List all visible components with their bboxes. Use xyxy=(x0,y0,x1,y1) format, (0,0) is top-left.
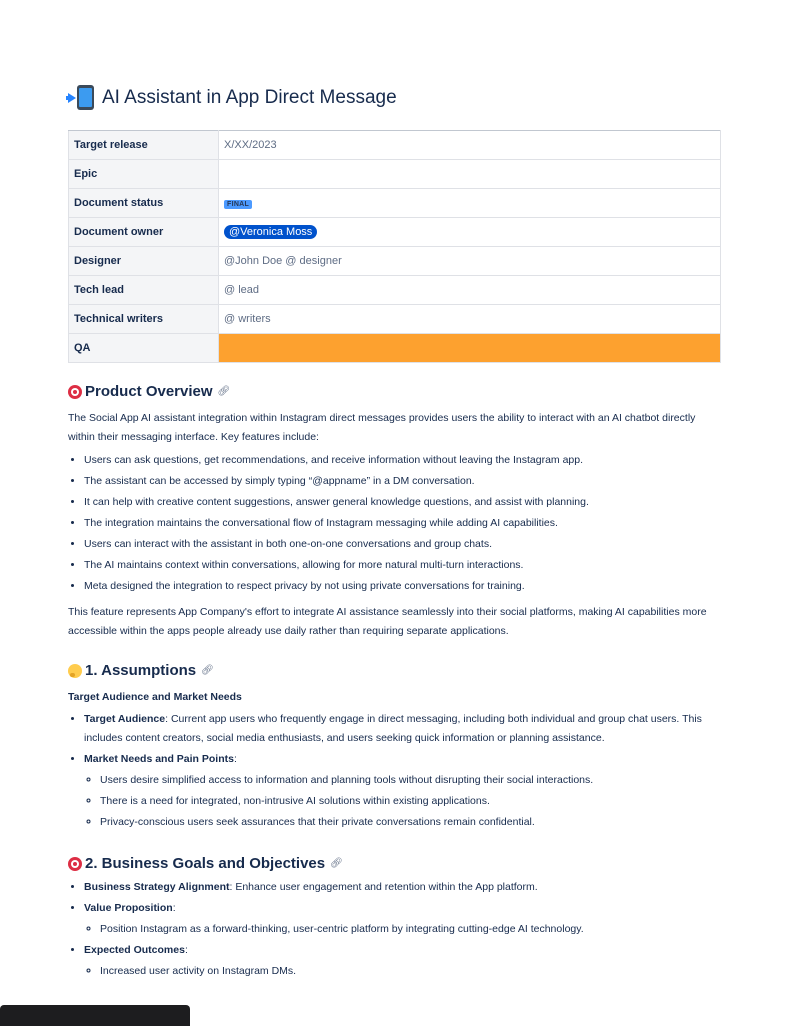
table-row xyxy=(69,305,721,334)
row-key: QA xyxy=(69,334,219,363)
product-overview-heading xyxy=(68,383,230,400)
list-item: • Market Needs and Pain Points: ◦ Users desire simplified access to information and planning tools without disrupting their social interactions. ◦ There is a need for integrated, non-intrusive AI solutions within existing applications. ◦ Privacy-conscious users seek assurances that their private conversations remain confidential. xyxy=(84,749,721,833)
overview-feature-list xyxy=(68,450,721,597)
status-badge[interactable]: FINAL xyxy=(224,200,252,209)
assumptions-list xyxy=(68,709,721,833)
row-key: Designer xyxy=(69,247,219,276)
target-audience-subheading: Target Audience and Market Needs xyxy=(68,691,242,703)
list-item: • The assistant can be accessed by simply typing “@appname” in a DM conversation. xyxy=(84,471,721,492)
list-item: • Business Strategy Alignment: Enhance user engagement and retention within the App platform. xyxy=(84,877,721,898)
owner-mention[interactable]: @Veronica Moss xyxy=(224,225,317,239)
row-key: Tech lead xyxy=(69,276,219,305)
direct-hit-target-icon xyxy=(68,857,82,871)
overview-closing: This feature represents App Company's effort to integrate AI assistance seamlessly into their social platforms, making AI capabilities more accessible within the apps people already use daily rather than requiring separate applications. xyxy=(68,606,707,637)
list-item: • The AI maintains context within conversations, allowing for more natural multi-turn interactions. xyxy=(84,555,721,576)
market-needs-list xyxy=(84,770,721,833)
list-item: • Meta designed the integration to respect privacy by not using private conversations for training. xyxy=(84,576,721,597)
list-item: ◦ Position Instagram as a forward-thinking, user-centric platform by integrating cutting-edge AI technology. xyxy=(100,919,721,940)
epic-value[interactable] xyxy=(219,160,721,189)
list-item: • It can help with creative content suggestions, answer general knowledge questions, and assist with planning. xyxy=(84,492,721,513)
list-item: • Value Proposition: ◦ Position Instagram as a forward-thinking, user-centric platform by integrating cutting-edge AI technology. xyxy=(84,898,721,940)
row-key: Technical writers xyxy=(69,305,219,334)
target-release-value: X/XX/2023 xyxy=(219,131,721,160)
link-icon[interactable]: 🔗︎ xyxy=(217,386,231,397)
expected-outcomes-label: Expected Outcomes xyxy=(84,944,185,956)
row-key: Target release xyxy=(69,131,219,160)
business-goals-list xyxy=(68,877,721,982)
page-title: AI Assistant in App Direct Message xyxy=(102,87,397,108)
assumptions-heading xyxy=(68,662,214,679)
target-audience-label: Target Audience xyxy=(84,713,166,725)
designer-value[interactable]: @John Doe @ designer xyxy=(219,247,721,276)
row-key: Epic xyxy=(69,160,219,189)
list-item: ◦ Privacy-conscious users seek assurances that their private conversations remain confidential. xyxy=(100,812,721,833)
heading-text: 2. Business Goals and Objectives xyxy=(85,855,326,872)
table-row xyxy=(69,247,721,276)
technical-writers-value[interactable]: @ writers xyxy=(219,305,721,334)
mobile-phone-arrow-icon xyxy=(68,84,98,112)
business-goals-heading xyxy=(68,855,343,872)
bottom-overlay-bar xyxy=(0,1005,190,1026)
link-icon[interactable]: 🔗︎ xyxy=(201,665,214,676)
table-row xyxy=(69,334,721,363)
heading-text: 1. Assumptions xyxy=(85,662,197,679)
list-item: ◦ There is a need for integrated, non-intrusive AI solutions within existing applications. xyxy=(100,791,721,812)
table-row xyxy=(69,276,721,305)
row-key: Document status xyxy=(69,189,219,218)
table-row xyxy=(69,131,721,160)
market-needs-label: Market Needs and Pain Points xyxy=(84,753,234,765)
direct-hit-target-icon xyxy=(68,385,82,399)
overview-intro: The Social App AI assistant integration within Instagram direct messages provides users the ability to interact with an AI chatbot directly within their messaging interface. Key features include: xyxy=(68,412,696,443)
alignment-label: Business Strategy Alignment xyxy=(84,881,230,893)
list-item: • Users can interact with the assistant in both one-on-one conversations and group chats. xyxy=(84,534,721,555)
heading-text: Product Overview xyxy=(85,383,213,400)
table-row xyxy=(69,160,721,189)
document-metadata-table xyxy=(68,130,721,363)
table-row xyxy=(69,189,721,218)
thinking-face-icon xyxy=(68,664,82,678)
link-icon[interactable]: 🔗︎ xyxy=(330,858,343,869)
table-row xyxy=(69,218,721,247)
tech-lead-value[interactable]: @ lead xyxy=(219,276,721,305)
qa-value-highlighted[interactable] xyxy=(219,334,721,363)
list-item: • The integration maintains the conversational flow of Instagram messaging while adding AI capabilities. xyxy=(84,513,721,534)
list-item: ◦ Users desire simplified access to information and planning tools without disrupting their social interactions. xyxy=(100,770,721,791)
row-key: Document owner xyxy=(69,218,219,247)
list-item: ◦ Increased user activity on Instagram DMs. xyxy=(100,961,721,982)
list-item: • Users can ask questions, get recommendations, and receive information without leaving the Instagram app. xyxy=(84,450,721,471)
target-audience-text: : Current app users who frequently engage in direct messaging, including both individual and group chat users. This includes content creators, social media enthusiasts, and users seeking quick information or planning assistance. xyxy=(84,713,702,744)
title-row xyxy=(68,84,397,112)
list-item xyxy=(84,709,721,749)
value-proposition-label: Value Proposition xyxy=(84,902,173,914)
list-item: • Expected Outcomes: ◦ Increased user activity on Instagram DMs. xyxy=(84,940,721,982)
